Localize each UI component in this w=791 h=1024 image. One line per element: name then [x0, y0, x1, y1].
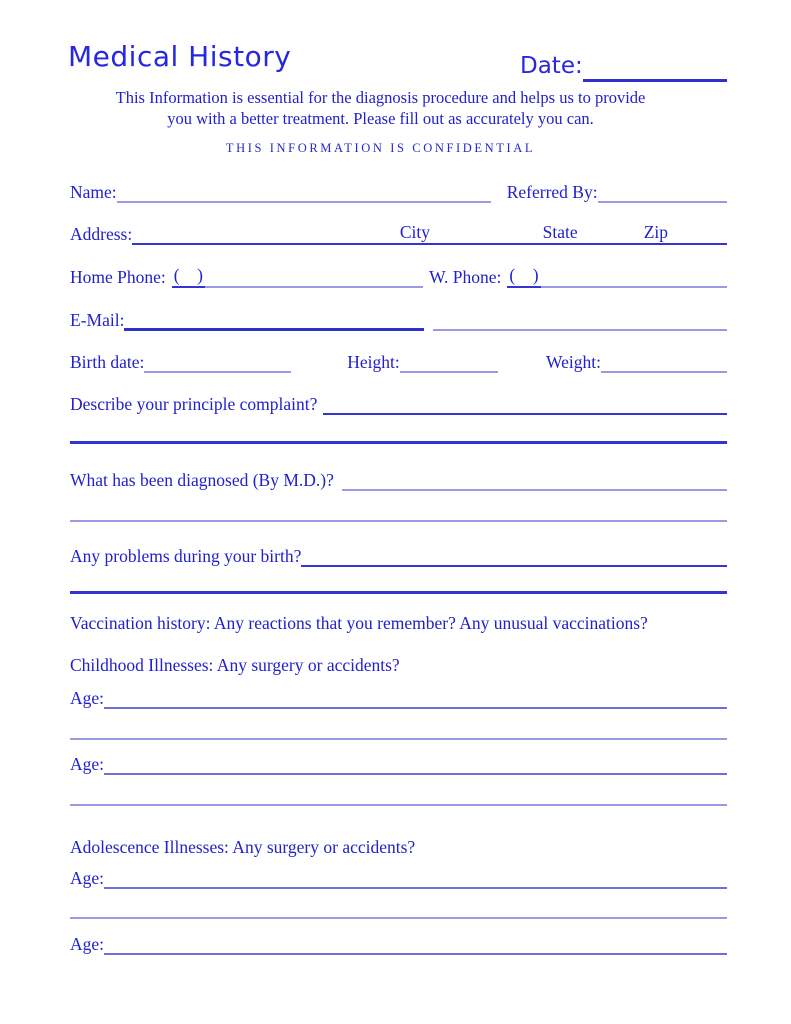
phone-row — [70, 265, 727, 288]
email-line-secondary — [433, 308, 727, 331]
age-line — [104, 932, 727, 955]
birth-problems-row — [70, 544, 727, 567]
work-phone-line — [541, 265, 727, 288]
confidential-note: THIS INFORMATION IS CONFIDENTIAL — [225, 141, 536, 155]
intro-paragraph — [30, 87, 731, 129]
vitals-row — [70, 350, 727, 373]
referred-by-label: Referred By: — [506, 182, 598, 202]
date-label: Date: — [520, 53, 583, 79]
age-continuation-line — [70, 917, 727, 919]
intro-line1: This Information is essential for the diagnosis procedure and helps us to provide — [115, 88, 646, 107]
state-label: State — [542, 222, 578, 242]
diagnosed-label: What has been diagnosed (By M.D.)? — [70, 470, 334, 490]
complaint-row — [70, 392, 727, 415]
age-label: Age: — [70, 868, 105, 888]
email-line-primary — [124, 307, 424, 331]
age-line — [104, 686, 727, 709]
adolescence-age-row-2 — [70, 932, 727, 955]
complaint-continuation-line — [70, 441, 727, 444]
birth-date-label: Birth date: — [70, 352, 145, 372]
weight-label: Weight: — [546, 352, 601, 372]
childhood-illnesses-text: Childhood Illnesses: Any surgery or accidents? — [70, 655, 400, 675]
home-phone-parens: ( ) — [172, 265, 205, 288]
principle-complaint-label: Describe your principle complaint? — [70, 394, 318, 414]
page-title: Medical History — [68, 40, 292, 73]
diagnosed-row — [70, 468, 727, 491]
name-label: Name: — [70, 182, 117, 202]
birth-problems-continuation-line — [70, 591, 727, 594]
birth-problems-label: Any problems during your birth? — [70, 546, 302, 566]
work-phone-label: W. Phone: — [429, 267, 502, 287]
referred-by-line — [598, 180, 727, 203]
city-label: City — [399, 222, 431, 242]
diagnosed-continuation-line — [70, 520, 727, 522]
address-label: Address: — [70, 224, 133, 244]
home-phone-label: Home Phone: — [70, 267, 166, 287]
principle-complaint-line — [323, 392, 727, 415]
diagnosed-line — [342, 468, 727, 491]
date-row — [520, 47, 727, 82]
address-row — [70, 222, 727, 245]
age-label: Age: — [70, 754, 105, 774]
email-label: E-Mail: — [70, 310, 125, 330]
zip-label: Zip — [643, 222, 669, 242]
height-label: Height: — [347, 352, 400, 372]
weight-group — [546, 350, 727, 373]
age-label: Age: — [70, 934, 105, 954]
height-group — [347, 350, 498, 373]
home-phone-line — [205, 265, 423, 288]
weight-line — [601, 350, 727, 373]
age-line — [104, 752, 727, 775]
address-line — [132, 222, 727, 245]
age-label: Age: — [70, 688, 105, 708]
date-line — [583, 47, 727, 82]
work-phone-parens: ( ) — [507, 265, 540, 288]
height-line — [400, 350, 498, 373]
email-row — [70, 307, 727, 331]
age-continuation-line — [70, 738, 727, 740]
birth-problems-line — [301, 544, 727, 567]
age-continuation-line — [70, 804, 727, 806]
adolescence-illnesses-text: Adolescence Illnesses: Any surgery or accidents? — [70, 837, 416, 857]
vaccination-history-text: Vaccination history: Any reactions that you remember? Any unusual vaccinations? — [70, 613, 648, 633]
intro-line2: you with a better treatment. Please fill out as accurately you can. — [167, 109, 594, 128]
name-row — [70, 180, 727, 203]
childhood-age-row-2 — [70, 752, 727, 775]
name-line — [117, 180, 491, 203]
birth-date-group — [70, 350, 291, 373]
age-line — [104, 866, 727, 889]
childhood-age-row-1 — [70, 686, 727, 709]
birth-date-line — [144, 350, 291, 373]
adolescence-age-row-1 — [70, 866, 727, 889]
